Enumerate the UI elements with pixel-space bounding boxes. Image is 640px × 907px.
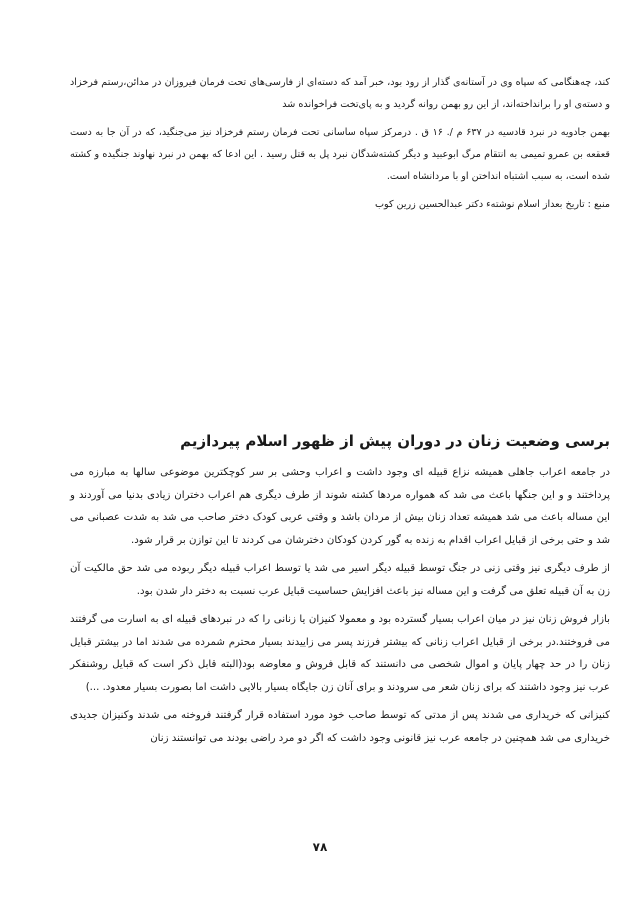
- section-heading: برسی وضعیت زنان در دوران پیش از ظهور اسلام پیردازیم: [180, 432, 610, 450]
- source-citation: منبع : تاریخ بعداز اسلام نوشته‌ء دکتر عبدالحسین زرین کوب: [374, 199, 610, 210]
- body-paragraph-3: بازار فروش زنان نیز در میان اعراب بسیار گسترده بود و معمولا کنیزان یا زنانی را که در نبردهای قبیله ای به اسارت می گرفتند می فروختند.در برخی از قبایل اعراب زنانی که بیشتر فرزند پسر می زاییدند بسیار محترم شمرده می شدند اما در بیشتر قبایل زنان را در حد چهار پایان و اموال شخصی می دانستند که قابل فروش و معاوضه بود(البته قابل ذکر است که قبایل روشنفکر عرب نیز وجود داشتند که برای زنان شعر می سرودند و برای آنان زن جایگاه بسیار بالایی داشت اما بصورت بسیار معدود. ...): [70, 614, 610, 693]
- body-paragraph-4: کنیزانی که خریداری می شدند پس از مدتی که توسط صاحب خود مورد استفاده قرار گرفتند فروخته می شدند وکنیزان جدیدی خریداری می شد همچنین در جامعه عرب نیز قانونی وجود داشت که اگر دو مرد راضی بودند می توانستند زنان: [70, 710, 610, 744]
- section-body: [70, 462, 610, 756]
- body-paragraph-1: در جامعه اعراب جاهلی همیشه نزاع قبیله ای وجود داشت و اعراب وحشی بر سر کوچکترین موضوعی سالها به مبارزه می پرداختند و و این جنگها باعث می شد که همواره مردها کشته شوند از طرف دیگری هم اعراب دختران زیادی بدنیا می آوردند و این مساله باعث می شد همیشه تعداد زنان بیش از مردان باشد و وقتی عربی کودک دختر صاحب می شد به شدت عصبانی می شد و حتی برخی از قبایل اعراب اقدام به زنده به گور کردن کودکان دخترشان می کردند تا این توازن بر قرار شود.: [70, 467, 610, 546]
- top-text-block: [70, 72, 610, 216]
- top-paragraphs: [70, 72, 610, 216]
- top-paragraph-2: بهمن جادویه در نبرد قادسیه در ۶۳۷ م /. ۱۶ ق . درمرکز سپاه ساسانی تحت فرمان رستم فرخزاد نیز می‌جنگید، که در آن جا به دست قعقعه بن عمرو تمیمی به انتقام مرگ ابوعبید و دیگر کشته‌شدگان نبرد پل به قتل رسید . این ادعا که بهمن در نبرد نهاوند جنگیده و کشته شده است، به سبب اشتباه انداختن او با مردانشاه است.: [70, 127, 610, 182]
- body-paragraph-2: از طرف دیگری نیز وقتی زنی در جنگ توسط قبیله دیگر اسیر می شد یا توسط اعراب قبیله دیگر ربوده می شد حق مالکیت آن زن به آن قبیله تعلق می گرفت و این مساله نیز باعث افزایش حساسیت قبایل عرب نسبت به دختر دار شدن بود.: [70, 563, 610, 597]
- page-number: ۷۸: [312, 840, 328, 854]
- top-paragraph-1: کند، چه‌هنگامی که سپاه وی در آستانه‌ی گذار از رود بود، خبر آمد که دسته‌ای از فارسی‌های تحت فرمان فیروزان در مدائن،رستم فرخزاد و دسته‌ی او را برانداخته‌اند، از این رو بهمن روانه گردید و به پای‌تخت فراخوانده شد: [70, 77, 610, 110]
